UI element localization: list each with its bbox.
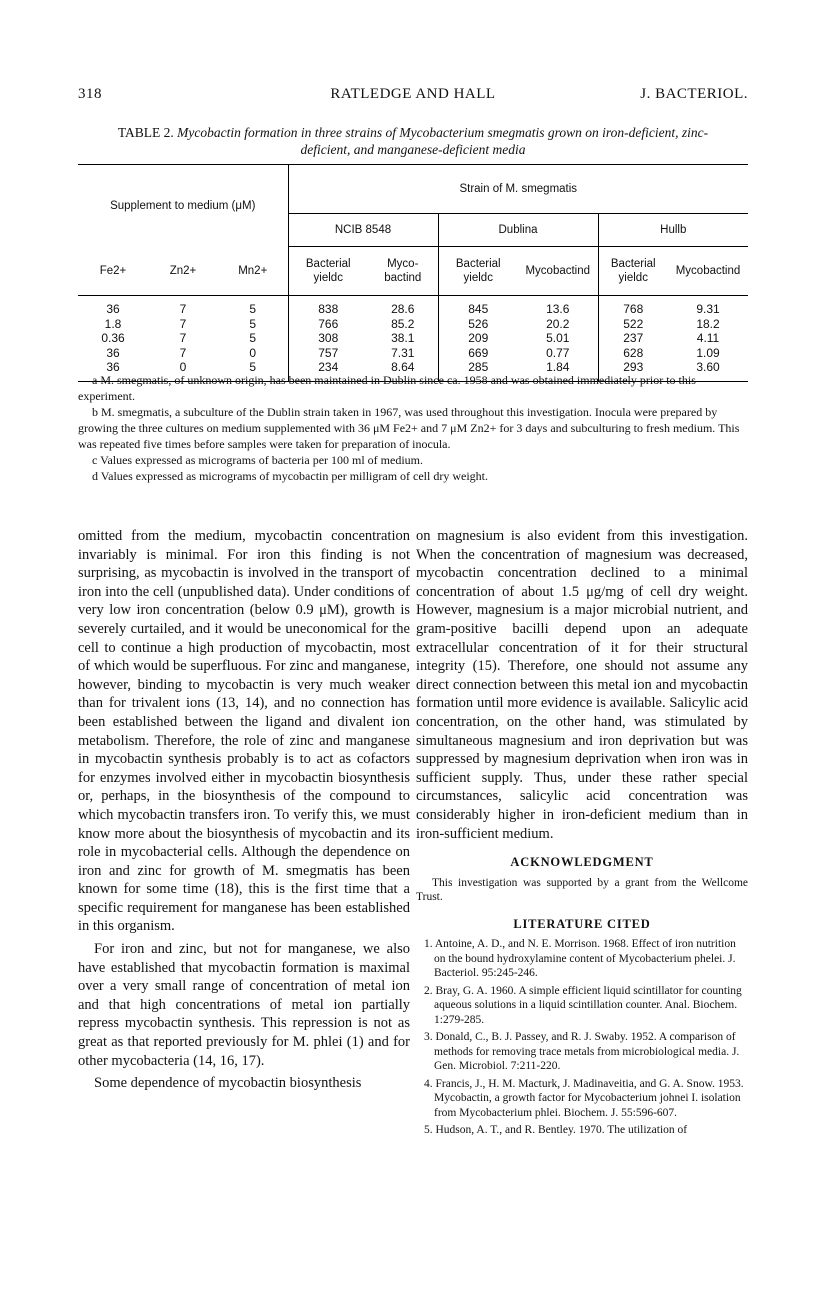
- cell: 0.36: [101, 331, 125, 346]
- cell: 845: [438, 296, 518, 317]
- table-row: [78, 296, 748, 317]
- cell: 7: [179, 345, 187, 360]
- paragraph: For iron and zinc, but not for manganese, we also have established that mycobactin formation is maximal over a very small range of concentration of metal ion and that high concentrations of metal ion partially repress mycobactin synthesis. This repression is not as great as that reported previously for M. phlei (1) and for other mycobacteria (14, 16, 17).: [78, 941, 410, 1069]
- col-hull-yield: Bacterial yieldc: [598, 247, 668, 296]
- cell: 7.31: [391, 345, 415, 360]
- cell: 1.84: [518, 360, 598, 381]
- col-ncib-yield: Bacterial yieldc: [288, 247, 368, 296]
- footnote: b M. smegmatis, a subculture of the Dublin strain taken in 1967, was used throughout this investigation. Inocula were prepared by growing the three cultures on medium supplemented with 36 μM Fe2+ and 7 μM Zn2+ for 3 days and subculturing to fresh medium. This was repeated five times before samples were taken for preparation of inocula.: [78, 405, 740, 451]
- table-row: [78, 317, 748, 332]
- cell: 28.6: [391, 302, 415, 317]
- cell: 8.64: [368, 360, 438, 381]
- cell: 36: [106, 345, 120, 360]
- cell: 38.1: [391, 331, 415, 346]
- cell: 36: [78, 360, 148, 381]
- col-fe: Fe2+: [78, 247, 148, 296]
- cell: 757: [288, 346, 368, 361]
- acknowledgment-text: This investigation was supported by a grant from the Wellcome Trust.: [416, 876, 748, 904]
- paragraph: omitted from the medium, mycobactin concentration invariably is minimal. For iron this finding is not surprising, as mycobactin is involved in the transport of iron into the cell (unpublished data). Under conditions of very low iron concentration (below 0.9 μM), growth is severely curtailed, and it would be uneconomical for the cell to continue a high production of mycobactin, most of which would be superfluous. For zinc and manganese, however, binding to mycobactin is very much weaker than for trivalent ions (13, 14), and no connection has been established between the ligand and divalent ion metabolism. Therefore, the role of zinc and manganese in mycobactin synthesis probably is to act as cofactors for enzymes involved either in mycobactin biosynthesis or, perhaps, in the biosynthesis of the compound to which mycobactin transfers iron. To verify this, we must know more about the biosynthesis of mycobactin and its role in mycobacterial cells. Although the dependence on iron and zinc for growth of M. smegmatis has been known for some time (18), this is the first time that a specific requirement for manganese has been established in this organism.: [78, 528, 410, 935]
- col-hull-myco: Mycobactind: [668, 247, 748, 296]
- cell: 5: [249, 302, 257, 317]
- cell: 5: [218, 360, 288, 381]
- table-caption: [78, 124, 748, 158]
- cell: 36: [106, 302, 120, 317]
- cell: 0: [148, 360, 218, 381]
- table-footnotes: [78, 372, 748, 484]
- body-column-right: [416, 527, 748, 1141]
- reference-list: [416, 937, 748, 1138]
- strain-ncib: NCIB 8548: [288, 214, 438, 247]
- strain-header: Strain of M. smegmatis: [288, 165, 748, 214]
- cell: 628: [598, 346, 668, 361]
- table-caption-text-2: deficient, and manganese-deficient media: [300, 142, 526, 157]
- cell: 20.2: [546, 316, 570, 331]
- table-row: [78, 331, 748, 346]
- strain-hull: Hullb: [598, 214, 748, 247]
- table-label: TABLE 2.: [117, 125, 174, 140]
- col-dublin-myco: Mycobactind: [518, 247, 598, 296]
- col-mn: Mn2+: [218, 247, 288, 296]
- cell: 5.01: [546, 331, 570, 346]
- page-header: [78, 86, 748, 110]
- cell: 0: [249, 345, 257, 360]
- col-dublin-yield: Bacterial yieldc: [438, 247, 518, 296]
- cell: 768: [598, 296, 668, 317]
- cell: 526: [438, 317, 518, 332]
- cell: 234: [288, 360, 368, 381]
- paragraph: Some dependence of mycobactin biosynthesis: [94, 1075, 362, 1092]
- page-number: 318: [78, 86, 102, 102]
- cell: 7: [179, 316, 187, 331]
- footnote: c Values expressed as micrograms of bacteria per 100 ml of medium.: [92, 453, 424, 467]
- cell: 13.6: [546, 302, 570, 317]
- reference-item: 1. Antoine, A. D., and N. E. Morrison. 1968. Effect of iron nutrition on the bound hydroxylamine content of Mycobacterium phelei. J. Bacteriol. 95:245-246.: [424, 938, 736, 980]
- strain-dublin: Dublina: [438, 214, 598, 247]
- cell: 1.8: [104, 316, 122, 331]
- cell: 522: [598, 317, 668, 332]
- reference-item: 4. Francis, J., H. M. Macturk, J. Madinaveitia, and G. A. Snow. 1953. Mycobactin, a growth factor for Mycobacterium johnei I. isolation from Mycobacterium phlei. Biochem. J. 55:596-607.: [424, 1077, 744, 1119]
- col-zn: Zn2+: [148, 247, 218, 296]
- cell: 669: [438, 346, 518, 361]
- reference-item: 2. Bray, G. A. 1960. A simple efficient liquid scintillator for counting aqueous solutions in a liquid scintillation counter. Anal. Biochem. 1:279-285.: [424, 984, 742, 1026]
- cell: 1.09: [696, 345, 720, 360]
- cell: 9.31: [696, 302, 720, 317]
- cell: 3.60: [668, 360, 748, 381]
- cell: 5: [249, 316, 257, 331]
- data-table-container: [78, 164, 748, 382]
- cell: 293: [598, 360, 668, 381]
- cell: 85.2: [391, 316, 415, 331]
- cell: 285: [438, 360, 518, 381]
- cell: 766: [288, 317, 368, 332]
- acknowledgment-heading: ACKNOWLEDGMENT: [510, 855, 654, 870]
- cell: 5: [249, 331, 257, 346]
- cell: 237: [598, 331, 668, 346]
- footnote: a M. smegmatis, of unknown origin, has been maintained in Dublin since ca. 1958 and was obtained immediately prior to this experiment.: [78, 373, 696, 403]
- journal-name: J. BACTERIOL.: [640, 86, 748, 102]
- cell: 308: [288, 331, 368, 346]
- cell: 209: [438, 331, 518, 346]
- table-caption-text-1: Mycobactin formation in three strains of Mycobacterium smegmatis grown on iron-deficient, zinc-: [177, 125, 709, 140]
- reference-item: 5. Hudson, A. T., and R. Bentley. 1970. The utilization of: [424, 1124, 688, 1137]
- cell: 18.2: [696, 316, 720, 331]
- paragraph: on magnesium is also evident from this investigation. When the concentration of magnesium was decreased, mycobactin concentration declined to a minimal concentration of about 1.5 μg/mg of cell dry weight. However, magnesium is a major microbial nutrient, and gram-positive bacilli depend upon an adequate extracellular concentration of it for their structural integrity (15). Therefore, one should not assume any direct connection between this metal ion and mycobactin formation until more evidence is available. Salicylic acid concentration, on the other hand, was stimulated by simultaneous magnesium and iron deprivation but was suppressed by magnesium deprivation when iron was in sufficient supply. Thus, under these rather special circumstances, salicylic acid concentration was considerably higher in iron-deficient medium than in iron-sufficient medium.: [416, 528, 748, 842]
- literature-heading: LITERATURE CITED: [513, 916, 651, 931]
- supplement-header: Supplement to medium (μM): [78, 165, 288, 247]
- running-title: RATLEDGE AND HALL: [330, 86, 496, 102]
- data-table: [78, 164, 748, 382]
- cell: 4.11: [696, 331, 720, 346]
- reference-item: 3. Donald, C., B. J. Passey, and R. J. Swaby. 1952. A comparison of methods for removing trace metals from microbiological media. J. Gen. Microbiol. 7:211-220.: [424, 1031, 740, 1073]
- cell: 0.77: [546, 345, 570, 360]
- col-ncib-myco: Myco- bactind: [368, 247, 438, 296]
- cell: 838: [288, 296, 368, 317]
- footnote: d Values expressed as micrograms of mycobactin per milligram of cell dry weight.: [92, 469, 488, 483]
- cell: 7: [179, 302, 187, 317]
- table-row: [78, 346, 748, 361]
- cell: 7: [179, 331, 187, 346]
- body-column-left: [78, 527, 410, 1093]
